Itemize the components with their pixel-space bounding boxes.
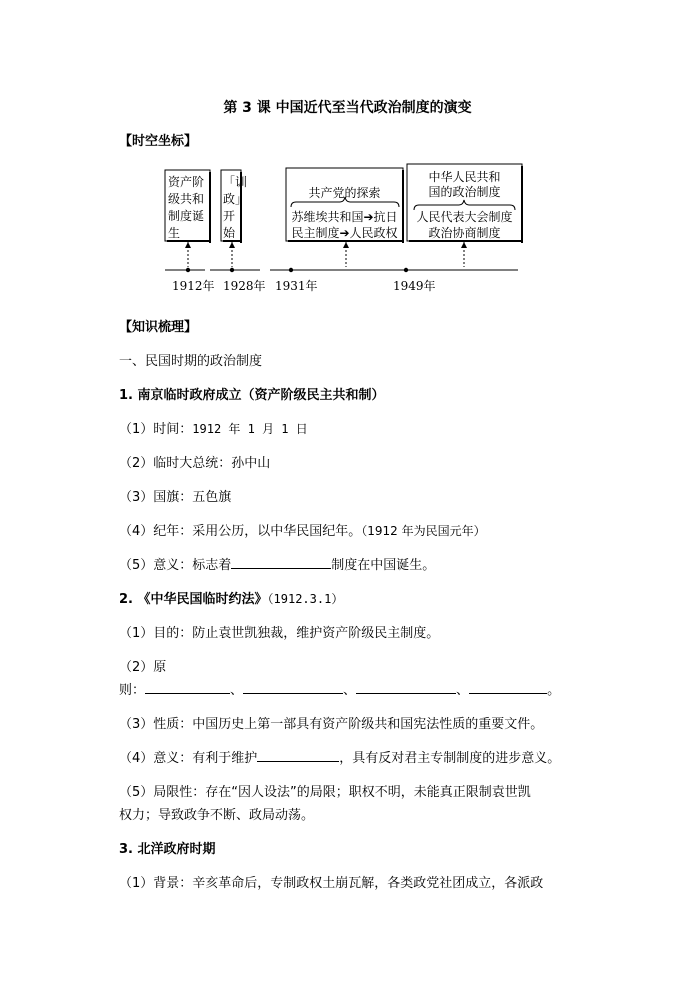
timeline-box-4-body: 人民代表大会制度 政治协商制度 — [416, 210, 513, 240]
item-1-2: （2）临时大总统：孙中山 — [119, 456, 271, 471]
item-1-1: （1）时间：1912 年 1 月 1 日 — [119, 422, 308, 437]
fill-blank[interactable] — [356, 681, 456, 694]
timeline-point — [289, 268, 293, 272]
timeline-point — [186, 268, 190, 272]
year-label: 1931年 — [275, 279, 318, 293]
section-knowledge-heading: 【知识梳理】 — [119, 320, 198, 335]
section-timeline-heading: 【时空坐标】 — [119, 134, 198, 149]
subheading-3: 3. 北洋政府时期 — [119, 842, 216, 857]
year-label: 1928年 — [223, 279, 266, 293]
fill-blank[interactable] — [243, 681, 343, 694]
item-2-5b: 权力；导致政争不断、政局动荡。 — [119, 808, 315, 823]
timeline-box-1-text: 资产阶 级共和 制度诞 生 — [168, 175, 205, 240]
fill-blank[interactable] — [231, 556, 331, 569]
year-label: 1949年 — [393, 279, 436, 293]
page-title: 第 3 课 中国近代至当代政治制度的演变 — [223, 100, 472, 116]
year-label: 1912年 — [172, 279, 215, 293]
item-3-1: （1）背景：辛亥革命后，专制政权土崩瓦解，各类政党社团成立，各派政 — [119, 876, 544, 891]
heading-1: 一、民国时期的政治制度 — [119, 354, 263, 369]
item-2-2a: （2）原 — [119, 660, 167, 675]
timeline-point — [230, 268, 234, 272]
timeline-box-3-header: 共产党的探索 — [308, 186, 381, 200]
item-2-2b: 则： 、 、 、 。 — [119, 683, 561, 698]
timeline-box-3-body: 苏维埃共和国➔抗日 民主制度➔人民政权 — [291, 210, 398, 240]
timeline-point — [404, 268, 408, 272]
timeline-box-2-text: 「训 政」 开 始 — [223, 175, 248, 240]
subheading-2: 2. 《中华民国临时约法》（1912.3.1） — [119, 592, 344, 607]
fill-blank[interactable] — [145, 681, 230, 694]
item-2-5a: （5）局限性：存在“因人设法”的局限；职权不明，未能真正限制袁世凯 — [119, 785, 531, 800]
item-2-1: （1）目的：防止袁世凯独裁，维护资产阶级民主制度。 — [119, 626, 440, 641]
item-1-4: （4）纪年：采用公历，以中华民国纪年。（1912 年为民国元年） — [119, 524, 486, 539]
subheading-1: 1. 南京临时政府成立（资产阶级民主共和制） — [119, 388, 385, 403]
item-2-4: （4）意义：有利于维护 ，具有反对君主专制制度的进步意义。 — [119, 751, 561, 766]
item-1-3: （3）国旗：五色旗 — [119, 490, 232, 505]
fill-blank[interactable] — [257, 749, 339, 762]
item-1-5: （5）意义：标志着 制度在中国诞生。 — [119, 558, 436, 573]
fill-blank[interactable] — [469, 681, 547, 694]
timeline-box-4-header: 中华人民共和 国的政治制度 — [428, 170, 501, 199]
item-2-3: （3）性质：中国历史上第一部具有资产阶级共和国宪法性质的重要文件。 — [119, 717, 544, 732]
